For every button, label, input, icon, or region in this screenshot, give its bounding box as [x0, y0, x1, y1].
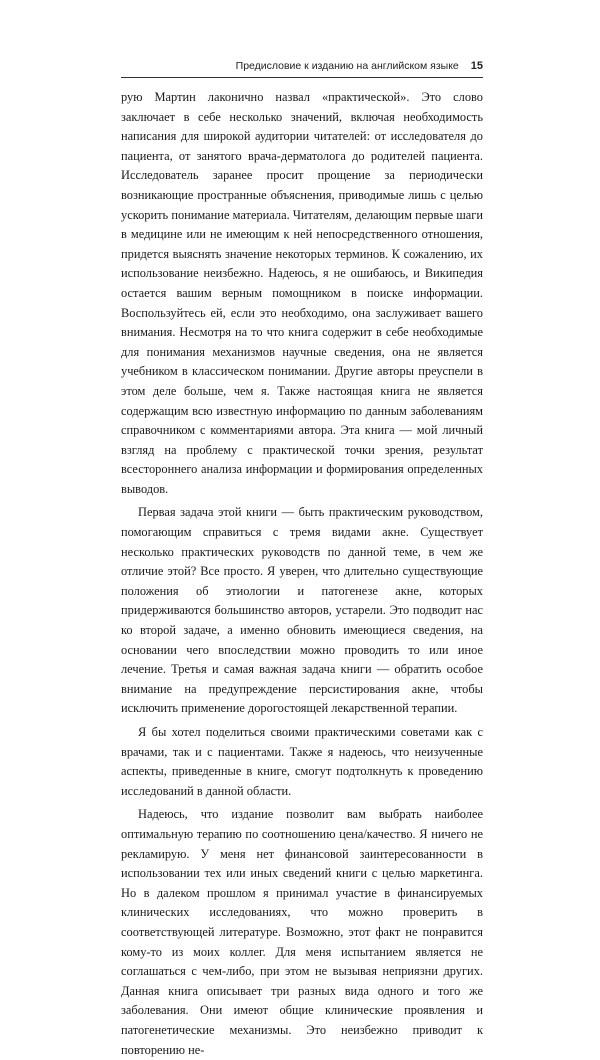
paragraph: Первая задача этой книги — быть практическим руководством, помогающим справиться с тремя видами акне. Существует несколько практических руководств по данной теме, в чем же отличие этой? Все просто. Я уверен, что длительно существующие положения об этиологии и патогенезе акне, которых придерживаются большинство авторов, устарели. Это подводит нас ко второй задаче, а именно обновить имеющиеся сведения, на основании чего впоследствии можно проводить то или иное лечение. Третья и самая важная задача книги — обратить особое внимание на предупреждение персистирования акне, чтобы исключить применение дорогостоящей лекарственной терапии.: [121, 505, 483, 716]
running-header-title: Предисловие к изданию на английском языке: [235, 60, 459, 72]
paragraph: Я бы хотел поделиться своими практическими советами как с врачами, так и с пациентами. Также я надеюсь, что неизученные аспекты, приведенные в книге, смогут подтолкнуть к проведению исследований в данной области.: [121, 725, 483, 798]
page-number: 15: [470, 60, 483, 72]
paragraph: Надеюсь, что издание позволит вам выбрать наиболее оптимальную терапию по соотношению цена/качество. Я ничего не рекламирую. У меня нет финансовой заинтересованности в использовании тех или иных сведений книги с целью маркетинга. Но в далеком прошлом я принимал участие в финансируемых клинических исследованиях, что можно проверить в соответствующей литературе. Возможно, этот факт не понравится кому-то из моих коллег. Для меня испытанием является не соглашаться с чем-либо, при этом не вызывая неприязни других. Данная книга описывает три разных вида одного и того же заболевания. Они имеют общие клинические проявления и патогенетические механизмы. Это неизбежно приводит к повторению не-: [121, 807, 483, 1057]
body-text: [121, 88, 483, 1060]
paragraph: рую Мартин лаконично назвал «практической». Это слово заключает в себе несколько значений, включая необходимость написания для широкой аудитории читателей: от исследователя до пациента, от занятого врача-дерматолога до родителей пациента. Исследователь заранее просит прощение за периодически возникающие пространные объяснения, приводимые лишь с целью ускорить понимание материала. Читателям, делающим первые шаги в медицине или не имеющим к ней непосредственного отношения, придется выяснять значение некоторых терминов. К сожалению, их использование неизбежно. Надеюсь, я не ошибаюсь, и Википедия остается вашим верным помощником в поиске информации. Воспользуйтесь ей, если это необходимо, она заслуживает вашего внимания. Несмотря на то что книга содержит в себе необходимые для понимания механизмов научные сведения, она не является учебником в классическом понимании. Другие авторы преуспели в этом деле больше, чем я. Также настоящая книга не является содержащим всю известную информацию по данным заболеваниям справочником с комментариями автора. Эта книга — мой личный взгляд на проблему с практической точки зрения, результат всестороннего анализа информации и формирования определенных выводов.: [121, 90, 483, 496]
running-header: [121, 60, 483, 72]
header-rule: [121, 77, 483, 78]
